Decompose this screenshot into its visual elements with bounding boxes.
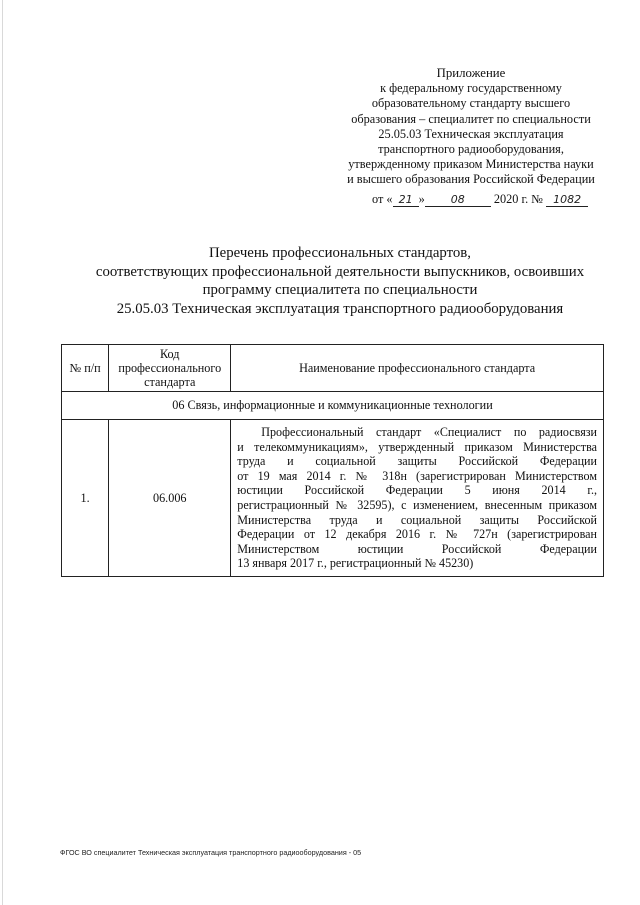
date-month-field <box>425 193 491 207</box>
description-line: Министерством юстиции Российской Федерации <box>237 541 597 556</box>
header-num: № п/п <box>62 345 109 392</box>
scan-page-edge <box>2 0 3 905</box>
date-day-field <box>393 193 419 207</box>
appendix-line: 25.05.03 Техническая эксплуатация <box>378 126 564 141</box>
appendix-line: и высшего образования Российской Федерации <box>347 172 595 187</box>
date-year-text: 2020 г. № <box>493 192 544 206</box>
title-line: Перечень профессиональных стандартов, <box>209 245 471 261</box>
date-day-handwritten: 21 <box>398 193 413 206</box>
appendix-line: транспортного радиооборудования, <box>378 142 564 157</box>
row-number: 1. <box>62 420 109 577</box>
document-title <box>60 244 620 318</box>
order-date-line <box>372 192 588 207</box>
header-code-line: стандарта <box>144 375 196 389</box>
appendix-line: утвержденному приказом Министерства науки <box>348 157 594 172</box>
title-line: соответствующих профессиональной деятельности выпускников, освоивших <box>95 263 585 280</box>
row-code: 06.006 <box>109 420 231 577</box>
table-section-row <box>62 392 604 420</box>
title-line: программу специалитета по специальности <box>202 282 478 298</box>
description-line: от 19 мая 2014 г. № 318н (зарегистрирован Министерством <box>237 468 597 483</box>
appendix-line: образования – специалитет по специальности <box>351 111 591 126</box>
standards-table <box>61 344 604 577</box>
description-line: Федерации от 12 декабря 2016 г. № 727н (зарегистрирован <box>237 527 597 542</box>
description-line: юстиции Российской Федерации 5 июня 2014 г., <box>237 483 597 498</box>
date-month-handwritten: 08 <box>450 193 465 206</box>
appendix-line: Приложение <box>436 66 506 80</box>
section-title: 06 Связь, информационные и коммуникационные технологии <box>62 392 604 420</box>
description-line: Профессиональный стандарт «Специалист по радиосвязи <box>261 425 597 440</box>
appendix-block <box>330 66 612 188</box>
date-quote-close: » <box>418 192 425 206</box>
header-code-line: Код <box>160 347 180 361</box>
date-prefix: от « <box>372 192 393 206</box>
description-line: 13 января 2017 г., регистрационный № 45230) <box>237 556 474 571</box>
description-line: и телекоммуникациям», утвержденный приказом Министерства <box>237 439 597 454</box>
row-description <box>231 420 604 577</box>
appendix-line: к федеральному государственному <box>380 81 562 96</box>
page-footer: ФГОС ВО специалитет Техническая эксплуатация транспортного радиооборудования - 05 <box>60 848 362 857</box>
description-line: регистрационный № 32595), с изменением, внесенным приказом <box>237 498 597 512</box>
header-code <box>109 345 231 392</box>
description-line: труда и социальной защиты Российской Федерации <box>237 454 597 469</box>
appendix-line: образовательному стандарту высшего <box>371 96 571 111</box>
header-name: Наименование профессионального стандарта <box>231 345 604 392</box>
header-code-line: профессионального <box>118 361 222 375</box>
order-number-field <box>546 193 588 207</box>
order-number-handwritten: 1082 <box>553 193 582 206</box>
table-row <box>62 420 604 577</box>
description-line: Министерства труда и социальной защиты Российской <box>237 512 597 527</box>
title-line: 25.05.03 Техническая эксплуатация транспортного радиооборудования <box>116 300 564 317</box>
table-header-row <box>62 345 604 392</box>
